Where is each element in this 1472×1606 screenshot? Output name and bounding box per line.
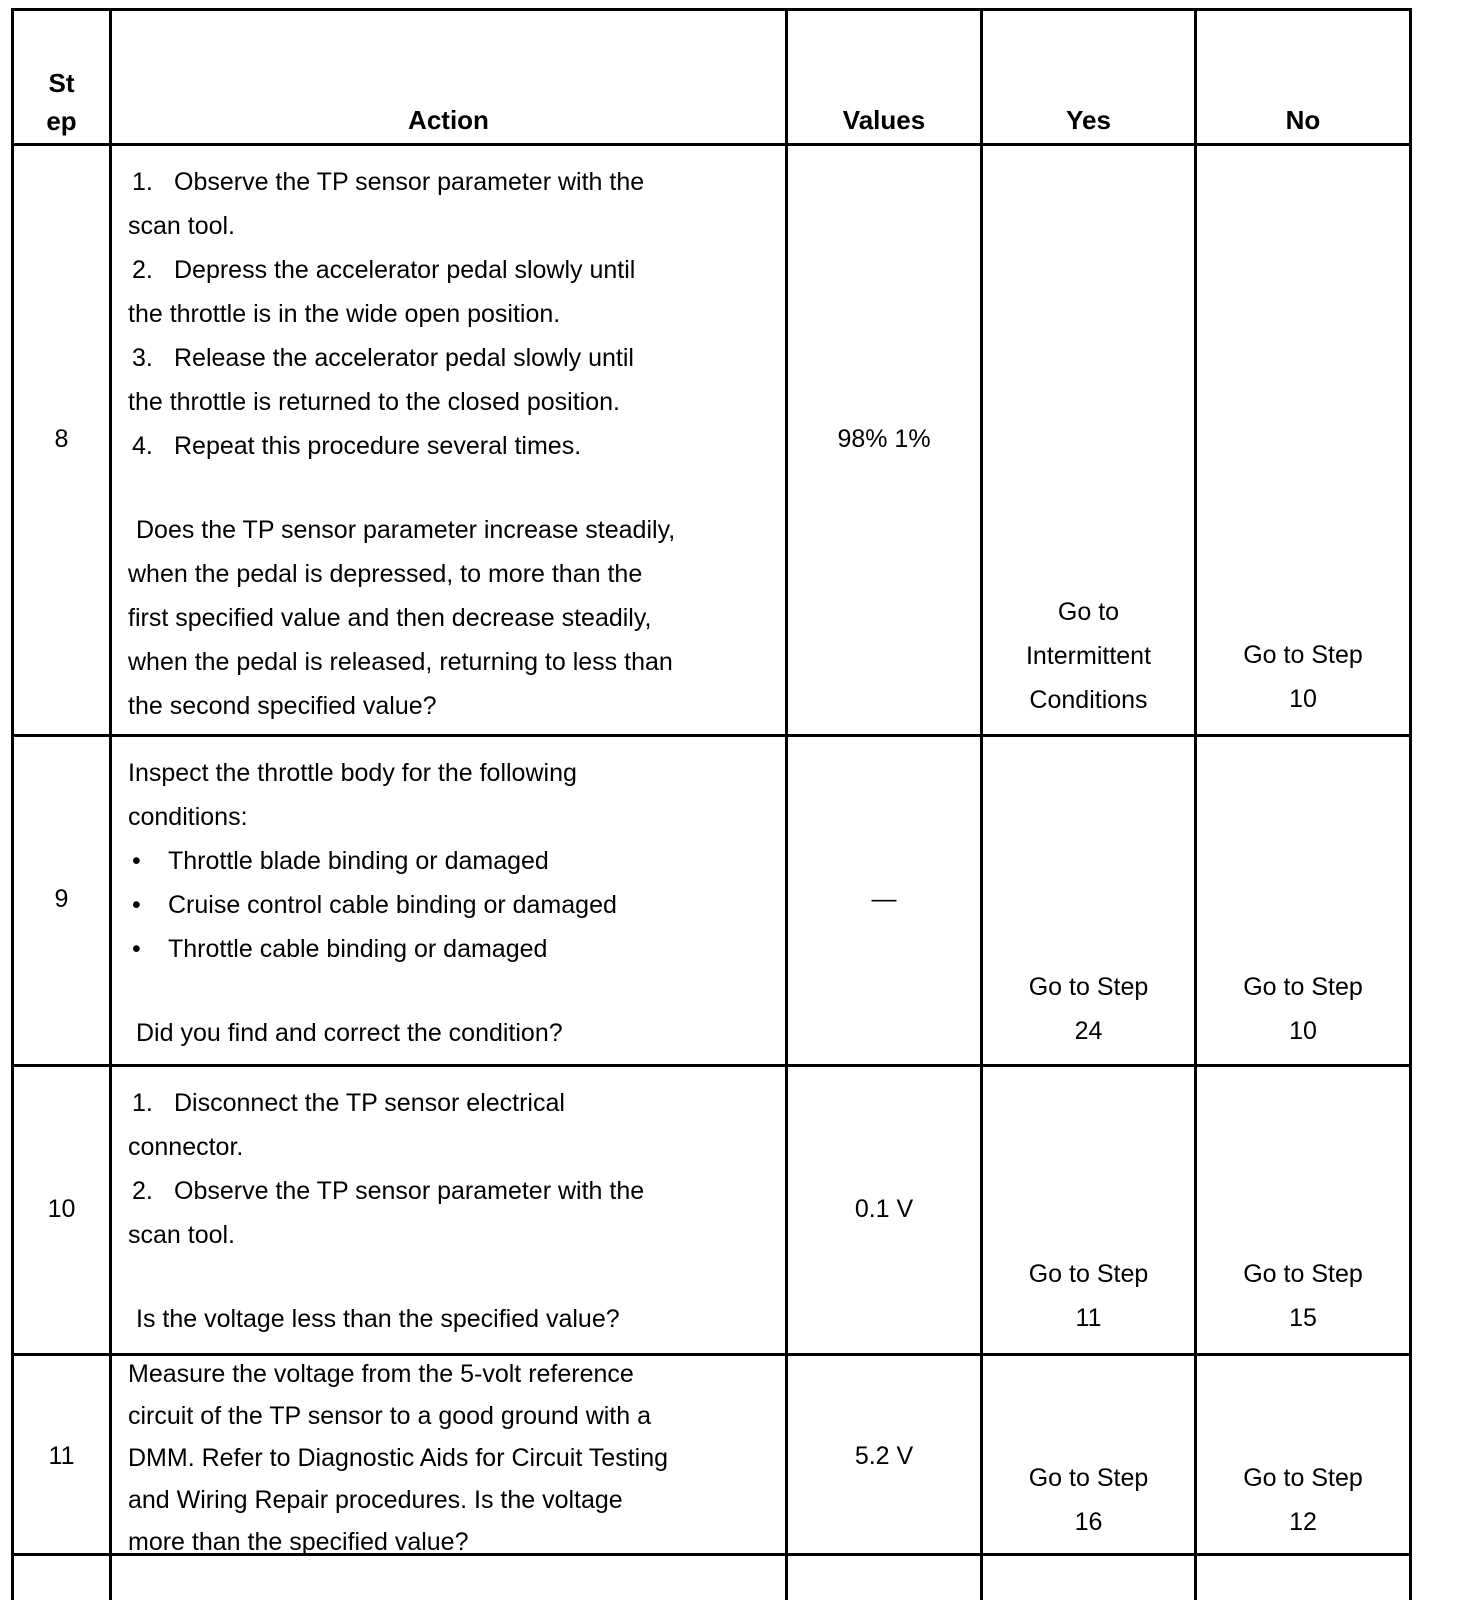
values-cell: 5.2 V <box>854 1442 914 1470</box>
bullet-item <box>128 883 783 927</box>
bullet-icon: • <box>132 847 141 875</box>
yes-text: 11 <box>1075 1304 1102 1332</box>
action-text: Inspect the throttle body for the following <box>128 759 577 787</box>
action-step-line <box>128 248 783 292</box>
no-text: 12 <box>1289 1508 1317 1536</box>
step-index: 1. <box>132 168 153 196</box>
no-text: 10 <box>1289 685 1317 713</box>
values-cell: — <box>871 885 897 913</box>
yes-cell <box>983 1456 1194 1544</box>
step-text: Depress the accelerator pedal slowly until <box>174 256 636 284</box>
step-index: 4. <box>132 432 153 460</box>
bullet-text: Cruise control cable binding or damaged <box>168 891 617 919</box>
step-text: Observe the TP sensor parameter with the <box>174 168 645 196</box>
action-cell <box>128 751 783 1055</box>
yes-text: Conditions <box>1029 686 1148 714</box>
no-text: 15 <box>1289 1304 1317 1332</box>
step-number: 8 <box>54 425 69 453</box>
action-step-line <box>128 1081 783 1125</box>
action-text: conditions: <box>128 803 248 831</box>
grid-line <box>11 734 1412 737</box>
no-text: Go to Step <box>1243 1464 1363 1492</box>
no-text: Go to Step <box>1243 1260 1363 1288</box>
question-text: when the pedal is released, returning to less than <box>128 648 673 676</box>
step-index: 3. <box>132 344 153 372</box>
action-text: more than the specified value? <box>128 1528 469 1556</box>
step-number: 9 <box>54 885 69 913</box>
action-text: circuit of the TP sensor to a good ground with a <box>128 1402 651 1430</box>
step-text: the throttle is in the wide open position. <box>128 300 561 328</box>
values-cell: 98% 1% <box>837 425 931 453</box>
action-text: and Wiring Repair procedures. Is the voltage <box>128 1486 623 1514</box>
header-no: No <box>1285 105 1321 135</box>
question-text: first specified value and then decrease steadily, <box>128 604 652 632</box>
yes-cell <box>983 965 1194 1053</box>
yes-text: Intermittent <box>1025 642 1152 670</box>
no-cell <box>1197 1456 1409 1544</box>
grid-line <box>1194 8 1197 1600</box>
grid-line <box>109 8 112 1600</box>
step-text: Disconnect the TP sensor electrical <box>174 1089 565 1117</box>
bullet-text: Throttle blade binding or damaged <box>168 847 549 875</box>
no-text: Go to Step <box>1243 973 1363 1001</box>
grid-line <box>11 143 1412 146</box>
yes-text: 16 <box>1074 1508 1103 1536</box>
grid-line <box>11 8 1412 11</box>
step-text: connector. <box>128 1133 244 1161</box>
bullet-icon: • <box>132 891 141 919</box>
step-text: scan tool. <box>128 1221 236 1249</box>
action-cell <box>128 1353 783 1563</box>
bullet-icon: • <box>132 935 141 963</box>
yes-text: Go to Step <box>1028 1464 1149 1492</box>
grid-line <box>11 1064 1412 1067</box>
yes-text: Go to Step <box>1028 973 1149 1001</box>
values-cell: 0.1 V <box>854 1195 914 1223</box>
action-step-line <box>128 336 783 380</box>
grid-line <box>11 8 14 1600</box>
step-text: Observe the TP sensor parameter with the <box>174 1177 645 1205</box>
step-text: Repeat this procedure several times. <box>174 432 582 460</box>
no-cell <box>1197 633 1409 721</box>
header-action: Action <box>408 105 489 135</box>
header-step <box>14 64 109 140</box>
action-text: DMM. Refer to Diagnostic Aids for Circuit Testing <box>128 1444 669 1472</box>
question-text: Is the voltage less than the specified value? <box>136 1305 620 1333</box>
bullet-text: Throttle cable binding or damaged <box>168 935 548 963</box>
grid-line <box>785 8 788 1600</box>
grid-line <box>980 8 983 1600</box>
question-text: when the pedal is depressed, to more than the <box>128 560 643 588</box>
yes-cell <box>983 1252 1194 1340</box>
no-text: Go to Step <box>1243 641 1363 669</box>
yes-text: 24 <box>1074 1017 1103 1045</box>
grid-line <box>1409 8 1412 1600</box>
question-text: Does the TP sensor parameter increase steadily, <box>136 516 676 544</box>
step-index: 2. <box>132 256 153 284</box>
header-step-line: ep <box>46 106 77 136</box>
question-text: the second specified value? <box>128 692 437 720</box>
diagnostic-table <box>11 8 1452 1600</box>
action-cell <box>128 160 783 728</box>
step-number: 10 <box>47 1195 76 1223</box>
step-index: 1. <box>132 1089 153 1117</box>
header-yes: Yes <box>1066 105 1111 135</box>
step-text: Release the accelerator pedal slowly until <box>174 344 634 372</box>
header-values: Values <box>842 105 926 135</box>
bullet-item <box>128 927 783 971</box>
no-text: 10 <box>1289 1017 1317 1045</box>
yes-cell <box>983 590 1194 722</box>
no-cell <box>1197 1252 1409 1340</box>
step-text: the throttle is returned to the closed position. <box>128 388 620 416</box>
header-step-line: St <box>48 68 75 98</box>
question-text: Did you find and correct the condition? <box>136 1019 563 1047</box>
step-index: 2. <box>132 1177 153 1205</box>
no-cell <box>1197 965 1409 1053</box>
bullet-item <box>128 839 783 883</box>
action-step-line <box>128 160 783 204</box>
step-number: 11 <box>48 1442 75 1470</box>
yes-text: Go to <box>1057 598 1120 626</box>
yes-text: Go to Step <box>1028 1260 1149 1288</box>
action-cell <box>128 1081 783 1341</box>
action-step-line <box>128 424 783 468</box>
action-step-line <box>128 1169 783 1213</box>
action-text: Measure the voltage from the 5-volt reference <box>128 1360 634 1388</box>
step-text: scan tool. <box>128 212 236 240</box>
